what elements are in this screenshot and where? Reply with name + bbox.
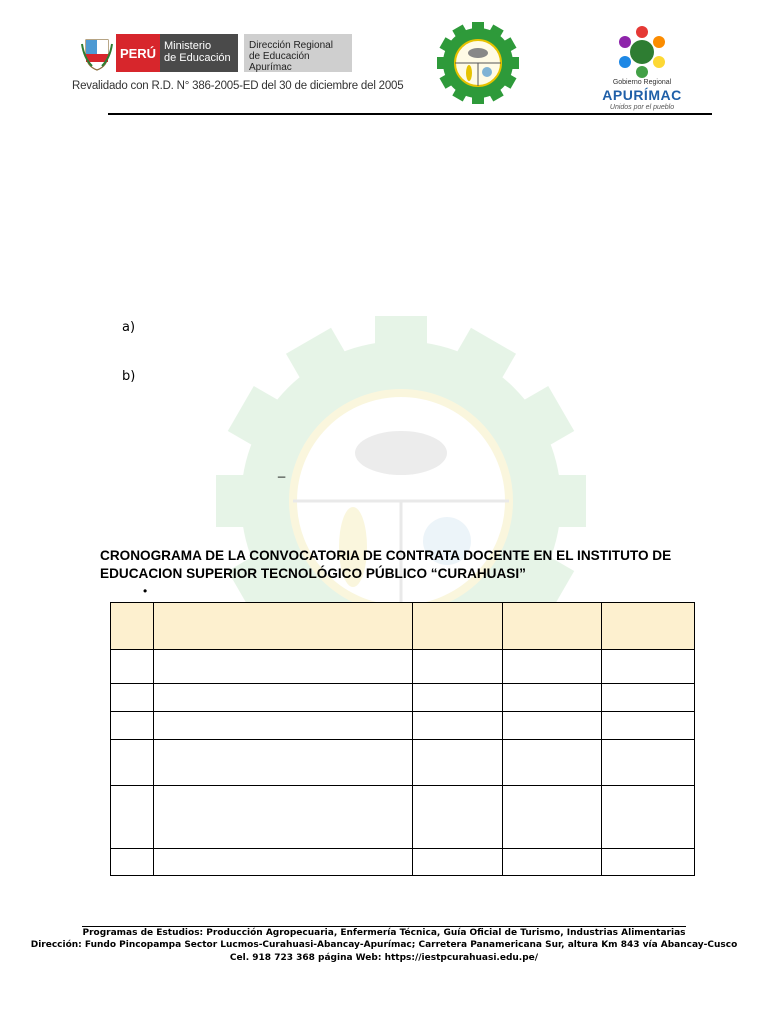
table-cell bbox=[413, 684, 503, 712]
table-cell bbox=[154, 712, 413, 740]
table-row bbox=[111, 684, 695, 712]
table-cell bbox=[413, 712, 503, 740]
table-cell bbox=[503, 684, 602, 712]
table-row bbox=[111, 740, 695, 786]
table-cell bbox=[503, 712, 602, 740]
institute-gear-logo bbox=[432, 22, 524, 104]
footer-programs: Programas de Estudios: Producción Agropecuaria, Enfermería Técnica, Guía Oficial de Turismo, Industrias Alimentarias bbox=[82, 928, 686, 938]
footer-address: Dirección: Fundo Pincopampa Sector Lucmos-Curahuasi-Abancay-Apurímac; Carretera Panamericana Sur, altura Km 843 vía Abancay-Cusco bbox=[30, 940, 738, 950]
header-cell bbox=[503, 603, 602, 650]
table-cell bbox=[111, 786, 154, 849]
header-cell bbox=[413, 603, 503, 650]
header-cell bbox=[154, 603, 413, 650]
minedu-logo bbox=[80, 34, 352, 72]
table-cell bbox=[602, 712, 695, 740]
dre-block bbox=[244, 34, 352, 72]
table-row bbox=[111, 712, 695, 740]
table-cell bbox=[602, 849, 695, 876]
header-cell bbox=[602, 603, 695, 650]
header-divider bbox=[108, 113, 712, 115]
table-cell bbox=[154, 786, 413, 849]
ministry-block bbox=[116, 34, 238, 72]
table-cell bbox=[503, 650, 602, 684]
table-cell bbox=[111, 712, 154, 740]
apurimac-star-icon bbox=[600, 24, 684, 80]
table-cell bbox=[602, 684, 695, 712]
table-cell bbox=[503, 786, 602, 849]
gr-small-label: Gobierno Regional bbox=[612, 79, 672, 86]
table-cell bbox=[111, 684, 154, 712]
gr-region-name: APURÍMAC bbox=[602, 87, 682, 103]
table-cell bbox=[503, 740, 602, 786]
table-cell bbox=[154, 650, 413, 684]
table-cell bbox=[602, 650, 695, 684]
list-item-b: b) bbox=[122, 369, 136, 384]
table-cell bbox=[154, 849, 413, 876]
table-cell bbox=[413, 740, 503, 786]
bullet-mark: • bbox=[143, 584, 148, 598]
table-row bbox=[111, 786, 695, 849]
table-cell bbox=[154, 684, 413, 712]
table-cell bbox=[111, 849, 154, 876]
revalidated-text: Revalidado con R.D. N° 386-2005-ED del 30 de diciembre del 2005 bbox=[72, 80, 404, 92]
gr-slogan: Unidos por el pueblo bbox=[609, 104, 675, 111]
header-cell bbox=[111, 603, 154, 650]
table-cell bbox=[154, 740, 413, 786]
gobierno-regional-logo bbox=[600, 24, 684, 116]
footer-divider bbox=[82, 926, 686, 927]
table-cell bbox=[602, 740, 695, 786]
table-cell bbox=[503, 849, 602, 876]
table-cell bbox=[602, 786, 695, 849]
table-cell bbox=[413, 849, 503, 876]
table-cell bbox=[111, 740, 154, 786]
table-row bbox=[111, 849, 695, 876]
cronograma-title: CRONOGRAMA DE LA CONVOCATORIA DE CONTRATA DOCENTE EN EL INSTITUTO DE EDUCACION SUPERIOR TECNOLÓGICO PÚBLICO “CURAHUASI” bbox=[100, 548, 672, 581]
dre-line-1: Dirección Regional bbox=[249, 40, 333, 51]
dash-mark: _ bbox=[278, 463, 286, 478]
table-header-row bbox=[111, 603, 695, 650]
peru-shield-icon bbox=[80, 34, 114, 72]
footer-contact: Cel. 918 723 368 página Web: https://iestpcurahuasi.edu.pe/ bbox=[229, 953, 539, 963]
peru-label: PERÚ bbox=[116, 34, 160, 72]
list-item-a: a) bbox=[122, 320, 136, 335]
table-cell bbox=[111, 650, 154, 684]
ministry-line-2: de Educación bbox=[164, 52, 231, 64]
schedule-table bbox=[110, 602, 695, 876]
ministry-line-1: Ministerio bbox=[164, 40, 212, 52]
table-cell bbox=[413, 786, 503, 849]
table-row bbox=[111, 650, 695, 684]
table-cell bbox=[413, 650, 503, 684]
dre-line-2: de Educación Apurímac bbox=[249, 51, 310, 73]
